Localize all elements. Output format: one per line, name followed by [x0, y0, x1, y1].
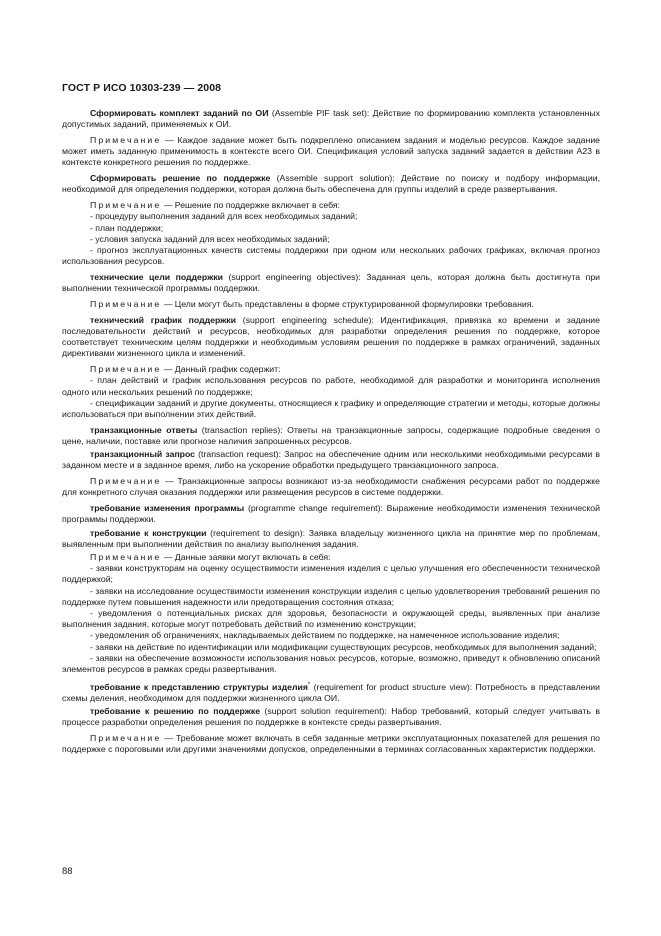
term-definition	[62, 680, 600, 704]
note-text: — Цели могут быть представлены в форме структурированной формулировки требования.	[161, 299, 534, 310]
term-name: транзакционный запрос	[90, 449, 196, 460]
term-name: технический график поддержки	[90, 314, 236, 325]
note-list-item: - спецификации заданий и другие документы, относящиеся к графику и определяющие стратегии и методы, которые должны использоваться при выполнении этих действий.	[62, 397, 600, 420]
note-list-item: - план поддержки;	[90, 222, 164, 233]
note-list-item: - заявки на исследование осуществимости изменения конструкции изделия с целью удовлетворения требований решения по поддержке путем повышения надежности или предотвращения состояния отказа;	[62, 585, 600, 607]
term-definition-text: (support solution requirement): Набор требований, который следует учитывать в процессе разработки определения решения по поддержке в контексте среды развертывания.	[62, 706, 600, 728]
term-definition-text: (transaction replies): Ответы на транзакционные запросы, содержащие подробные сведения о цене, наличии, поставке или прогнозе наличия запрошенных ресурсов.	[62, 424, 600, 447]
note-text: — Данные заявки могут включать в себя:	[161, 552, 331, 563]
term-definition	[62, 503, 600, 525]
note-paragraph	[62, 552, 600, 563]
note-paragraph	[62, 733, 600, 755]
term-name: требование к конструкции	[90, 527, 207, 538]
note-list-item: - заявки на обеспечение возможности использования новых ресурсов, которые, возможно, приведут к обновлению описаний элементов ресурсов в рамках среды развертывания.	[62, 652, 600, 675]
note-label: Примечание	[90, 476, 162, 487]
term-name: требование изменения программы	[90, 503, 245, 514]
term-definition	[62, 425, 600, 447]
note-text: — Требование может включать в себя заданные метрики эксплуатационных показателей для решения по поддержке с пороговыми или другими значениями допусков, определенными в терминах согласованных характеристик поддержки.	[62, 733, 600, 755]
note-list-item: - план действий и график использования ресурсов по работе, необходимой для разработки и мониторинга исполнения одного или нескольких решений по поддержке;	[62, 375, 600, 397]
term-definition-text: (support engineering schedule): Идентификация, привязка ко времени и задание последовательности действий и ресурсов, необходимых для разработки определения решения по поддержке, которое соответствует техническим целям поддержки и необходимым условиям решения по поддержке в рамках ограничений, заданных директивами жизненного цикла и изменений.	[62, 314, 600, 359]
term-definition-text: (requirement to design): Заявка владельцу жизненного цикла на принятие мер по проблемам, выявленным при выполнении действия по анализу выполнения задания.	[62, 527, 600, 549]
note-list-item: - процедуру выполнения заданий для всех необходимых заданий;	[90, 211, 358, 222]
note-label: Примечание	[90, 552, 162, 563]
term-definition-text: (programme change requirement): Выражение необходимости изменения технической программы поддержки.	[62, 503, 600, 525]
term-name: требование к решению по поддержке	[90, 706, 261, 717]
note-label: Примечание	[90, 135, 162, 145]
term-name: Сформировать решение по поддержке	[90, 173, 271, 184]
term-name: требование к представлению структуры изделия	[90, 681, 308, 692]
note-list-item: - прогноз эксплуатационных качеств системы поддержки при одном или нескольких рабочих графиках, включая прогноз использования ресурсов.	[62, 245, 600, 267]
note-label: Примечание	[90, 733, 162, 744]
document-body	[62, 108, 600, 756]
term-definition-text: (requirement for product structure view): Потребность в представлении схемы деления, необходимом для поддержки жизненного цикла ОИ.	[62, 681, 600, 703]
note-text: — Решение по поддержке включает в себя:	[161, 200, 341, 211]
term-definition-text: (transaction request): Запрос на обеспечение одним или несколькими необходимыми ресурсами в заданном месте и в заданное время, либо на ускорение обработки предыдущего транзакционного запроса.	[62, 449, 601, 471]
note-text: — Каждое задание может быть подкреплено описанием задания и моделью ресурсов. Каждое задание может иметь заданную применимость в контексте всего ОИ. Спецификация условий запуска заданий задается в действии А23 в контексте конкретного решения по поддержке.	[62, 135, 600, 168]
term-name: Сформировать комплект заданий по ОИ	[90, 108, 269, 118]
term-definition-text: (Assemble support solution): Действие по поиску и подбору информации, необходимой для определения поддержки, которая должна быть обеспечена для группы изделий в среде развертывания.	[62, 173, 601, 195]
note-list-item: - условия запуска заданий для всех необходимых заданий;	[90, 233, 330, 244]
note-list-item: - заявки конструкторам на оценку осуществимости изменения изделия с целью улучшения его обеспеченности технической поддержкой;	[62, 563, 600, 585]
term-name: технические цели поддержки	[90, 272, 223, 283]
note-label: Примечание	[90, 299, 162, 310]
term-definition-text: (support engineering objectives): Заданная цель, которая должна быть достигнута при выполнении технической программы поддержки.	[62, 272, 600, 294]
note-paragraph	[62, 135, 600, 169]
note-text: — Транзакционные запросы возникают из-за необходимости снабжения ресурсами работ по поддержке для конкретного случая оказания поддержки или размещения ресурсов в системе поддержки.	[62, 476, 600, 498]
standard-header: ГОСТ Р ИСО 10303-239 — 2008	[62, 82, 222, 94]
note-paragraph	[62, 299, 600, 310]
term-definition-text: (Assemble PIF task set): Действие по формированию комплекта установленных допустимых заданий, применяемых к ОИ.	[62, 108, 601, 130]
note-paragraph	[62, 364, 600, 375]
term-footnote-marker: *	[307, 681, 311, 688]
note-paragraph	[62, 200, 600, 211]
term-definition	[62, 315, 600, 360]
term-name: транзакционные ответы	[90, 424, 198, 435]
term-definition	[62, 108, 600, 130]
note-paragraph	[62, 476, 600, 498]
page-number: 88	[62, 866, 73, 877]
note-text: — Данный график содержит:	[161, 364, 281, 375]
term-definition	[62, 449, 600, 471]
term-definition	[62, 706, 600, 728]
term-definition	[62, 528, 600, 550]
term-definition	[62, 272, 600, 294]
note-list-item: - уведомления об ограничениях, накладываемых действием по поддержке, на намеченное использование изделия;	[90, 630, 560, 641]
note-label: Примечание	[90, 364, 162, 375]
note-list-item: - уведомления о потенциальных рисках для здоровья, безопасности и окружающей среды, выявленных при анализе выполнения задания, которые могут потребовать действий по изменению конструкции;	[62, 608, 600, 630]
term-definition	[62, 173, 600, 195]
note-label: Примечание	[90, 200, 162, 211]
note-list-item: - заявки на действие по идентификации или модификации существующих ресурсов, необходимых для выполнения заданий;	[90, 641, 597, 652]
